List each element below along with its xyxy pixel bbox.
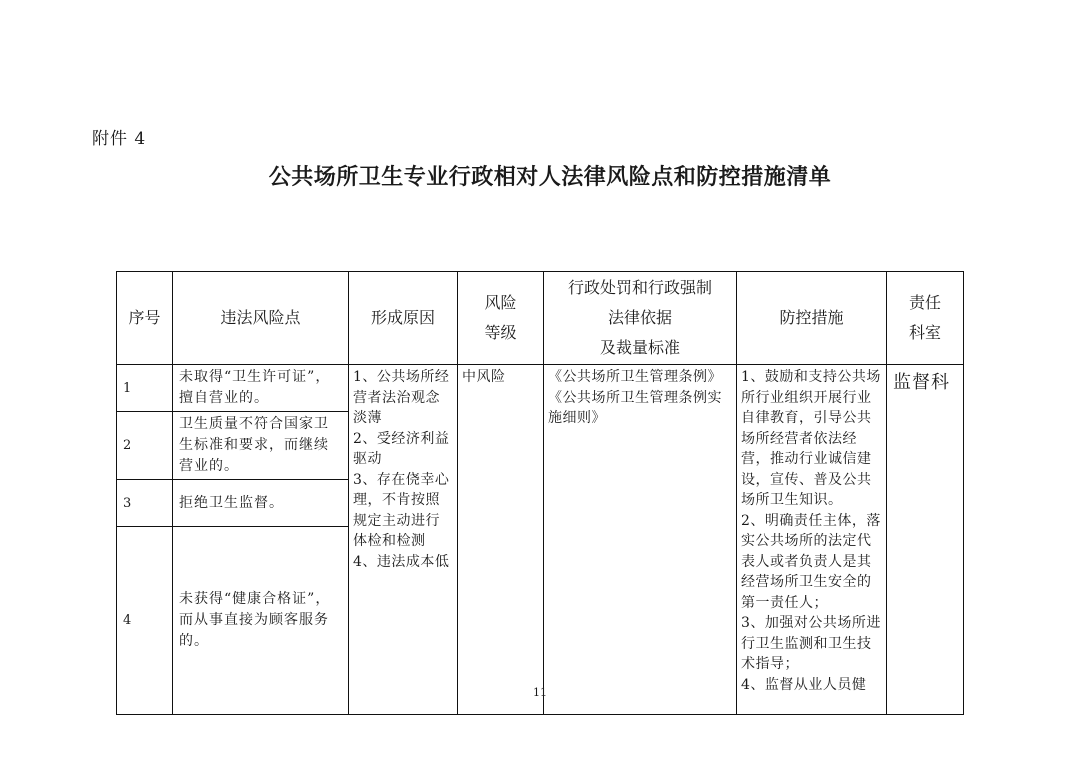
measures-cell: 1、鼓励和支持公共场所行业组织开展行业自律教育，引导公共场所经营者依法经营，推动行业诚信建设，宣传、普及公共场所卫生知识。 2、明确责任主体，落实公共场所的法定代表人或者负责人是其经营场所卫生安全的第一责任人； 3、加强对公共场所进行卫生监测和卫生技术指导； 4、监督从业人员健 [737,365,887,715]
row-number: 4 [117,527,173,715]
office-cell: 监督科 [887,365,964,715]
header-violation: 违法风险点 [173,272,349,365]
row-number: 1 [117,365,173,412]
risk-table [116,271,964,715]
header-legal-basis: 行政处罚和行政强制 法律依据 及裁量标准 [544,272,737,365]
table-row [117,365,964,412]
violation-cell: 卫生质量不符合国家卫生标准和要求，而继续营业的。 [173,412,349,480]
violation-cell: 未获得“健康合格证”，而从事直接为顾客服务的。 [173,527,349,715]
header-office: 责任 科室 [887,272,964,365]
legal-basis-cell: 《公共场所卫生管理条例》 《公共场所卫生管理条例实施细则》 [544,365,737,715]
page-number: 11 [533,686,547,699]
risk-level-cell: 中风险 [458,365,544,715]
cause-cell: 1、公共场所经营者法治观念淡薄 2、受经济利益驱动 3、存在侥幸心理，不肯按照规定主动进行体检和检测 4、违法成本低 [349,365,458,715]
header-seq: 序号 [117,272,173,365]
header-measures: 防控措施 [737,272,887,365]
violation-cell: 未取得“卫生许可证”，擅自营业的。 [173,365,349,412]
header-risk-level: 风险 等级 [458,272,544,365]
table-header-row [117,272,964,365]
header-cause: 形成原因 [349,272,458,365]
violation-cell: 拒绝卫生监督。 [173,480,349,527]
row-number: 3 [117,480,173,527]
document-title: 公共场所卫生专业行政相对人法律风险点和防控措施清单 [268,164,832,190]
row-number: 2 [117,412,173,480]
attachment-label: 附件 4 [92,129,147,149]
